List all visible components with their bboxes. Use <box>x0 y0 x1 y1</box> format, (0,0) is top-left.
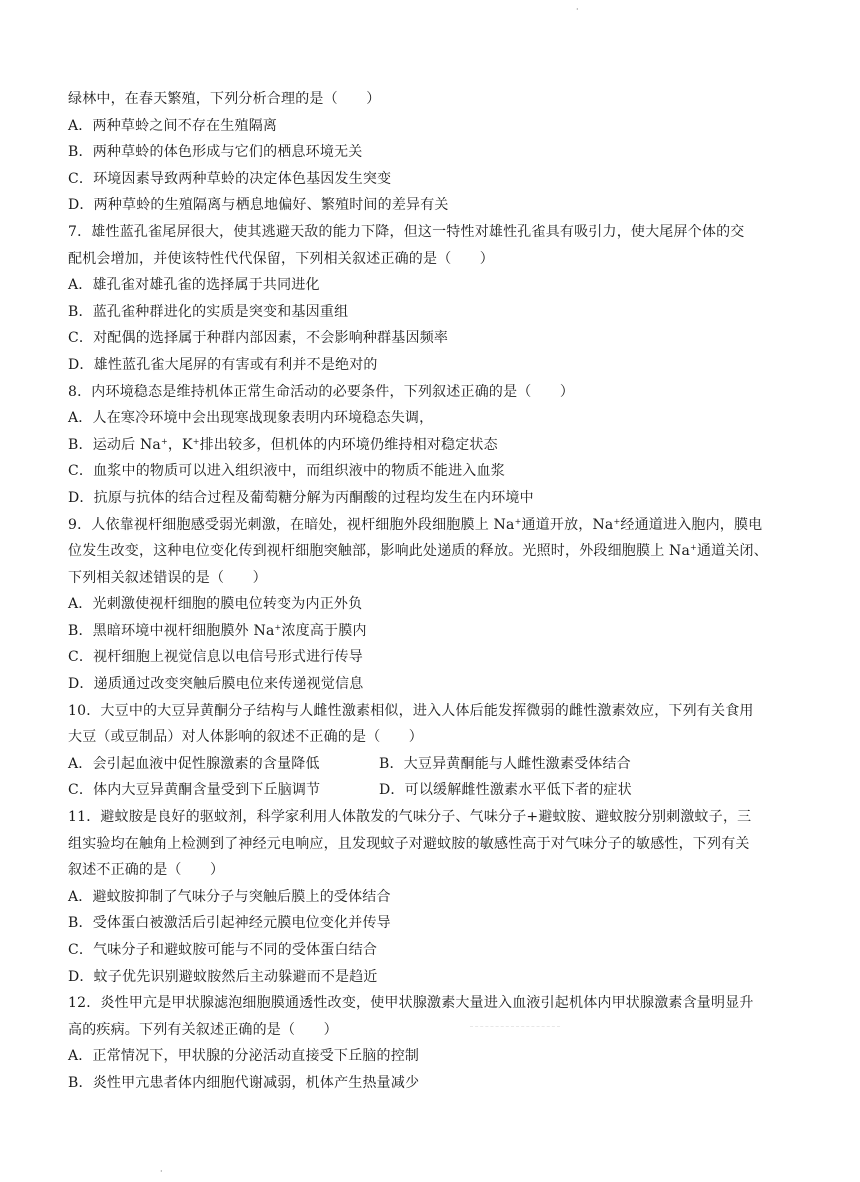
bottom-mark: · <box>160 1167 163 1176</box>
question-stem-line: 高的疾病。下列有关叙述正确的是（ ） <box>68 1021 338 1038</box>
option-b: B．两种草蛉的体色形成与它们的栖息环境无关 <box>68 144 363 161</box>
option-text: 浓度高于膜内 <box>281 622 367 639</box>
question-stem-line: 大豆（或豆制品）对人体影响的叙述不正确的是（ ） <box>68 729 423 746</box>
question-stem-line <box>68 512 808 539</box>
question-stem-line: 7．雄性蓝孔雀尾屏很大，使其逃避天敌的能力下降，但这一特性对雄性孔雀具有吸引力，使大尾屏个体的交 <box>68 223 745 240</box>
stem-text: 位发生改变，这种电位变化传到视杆细胞突触部，影响此处递质的释放。光照时，外段细胞膜上 Na <box>68 543 691 560</box>
question-stem-line: 组实验均在触角上检测到了神经元电响应，且发现蚊子对避蚊胺的敏感性高于对气味分子的敏感性，下列有关 <box>68 835 750 852</box>
question-10 <box>68 698 808 804</box>
option-d: D．雄性蓝孔雀大尾屏的有害或有利并不是绝对的 <box>68 356 378 373</box>
option-a: A．雄孔雀对雄孔雀的选择属于共同进化 <box>68 277 320 294</box>
option-row <box>68 777 808 804</box>
question-stem-line: 下列相关叙述错误的是（ ） <box>68 569 267 586</box>
top-mark: · <box>576 5 579 14</box>
option-text: B．黑暗环境中视杆细胞膜外 Na <box>68 622 275 639</box>
option-text: B．运动后 Na <box>68 436 161 453</box>
question-6 <box>68 86 808 219</box>
option-row <box>68 751 808 778</box>
option-b: B．炎性甲亢患者体内细胞代谢减弱，机体产生热量减少 <box>68 1074 420 1091</box>
stem-text: 经通道进入胞内，膜电 <box>620 516 763 533</box>
question-11 <box>68 804 808 990</box>
stem-text: 通道关闭、 <box>696 543 768 560</box>
option-c: C．环境因素导致两种草蛉的决定体色基因发生突变 <box>68 170 392 187</box>
superscript: + <box>192 436 200 446</box>
superscript: + <box>160 436 168 446</box>
superscript: + <box>274 622 282 632</box>
question-stem-line: 12．炎性甲亢是甲状腺滤泡细胞膜通透性改变，使甲状腺激素大量进入血液引起机体内甲状腺激素含量明显升 <box>68 995 754 1012</box>
option-d: D．抗原与抗体的结合过程及葡萄糖分解为丙酮酸的过程均发生在内环境中 <box>68 489 534 506</box>
option-a: A．会引起血液中促性腺激素的含量降低 <box>68 755 320 772</box>
superscript: + <box>514 516 522 526</box>
option-a: A．避蚊胺抑制了气味分子与突触后膜上的受体结合 <box>68 888 391 905</box>
question-9 <box>68 512 808 698</box>
question-7 <box>68 219 808 379</box>
option-a: A．两种草蛉之间不存在生殖隔离 <box>68 117 278 134</box>
option-b <box>68 618 808 645</box>
question-12 <box>68 990 808 1096</box>
option-text: ，K <box>167 436 193 453</box>
option-d: D．递质通过改变突触后膜电位来传递视觉信息 <box>68 676 364 693</box>
question-stem: 8．内环境稳态是维持机体正常生命活动的必要条件，下列叙述正确的是（ ） <box>68 383 575 400</box>
question-stem-line: 11．避蚊胺是良好的驱蚊剂，科学家利用人体散发的气味分子、气味分子+避蚊胺、避蚊胺分别刺激蚊子，三 <box>68 809 752 826</box>
option-c: C．体内大豆异黄酮含量受到下丘脑调节 <box>68 782 321 799</box>
question-stem: 绿林中，在春天繁殖，下列分析合理的是（ ） <box>68 91 381 107</box>
option-d: D．蚊子优先识别避蚊胺然后主动躲避而不是趋近 <box>68 968 378 985</box>
option-c: C．气味分子和避蚊胺可能与不同的受体蛋白结合 <box>68 942 378 958</box>
question-stem-line <box>68 538 808 565</box>
option-d: D．可以缓解雌性激素水平低下者的症状 <box>379 782 632 799</box>
option-b: B．大豆异黄酮能与人雌性激素受体结合 <box>379 755 631 772</box>
question-8 <box>68 379 808 512</box>
option-b: B．受体蛋白被激活后引起神经元膜电位变化并传导 <box>68 915 391 932</box>
question-stem-line: 10．大豆中的大豆异黄酮分子结构与人雌性激素相似，进入人体后能发挥微弱的雌性激素效应，下列有关食用 <box>68 702 754 719</box>
question-stem-line: 叙述不正确的是（ ） <box>68 862 225 879</box>
option-a: A．正常情况下，甲状腺的分泌活动直接受下丘脑的控制 <box>68 1048 420 1065</box>
option-text: 排出较多，但机体的内环境仍维持相对稳定状态 <box>199 436 498 453</box>
superscript: + <box>690 543 697 553</box>
option-b: B．蓝孔雀种群进化的实质是突变和基因重组 <box>68 303 349 320</box>
option-d: D．两种草蛉的生殖隔离与栖息地偏好、繁殖时间的差异有关 <box>68 197 449 214</box>
option-c: C．视杆细胞上视觉信息以电信号形式进行传导 <box>68 649 363 666</box>
option-c: C．血浆中的物质可以进入组织液中，而组织液中的物质不能进入血浆 <box>68 463 505 480</box>
option-b <box>68 432 808 459</box>
stem-text: 9．人依靠视杆细胞感受弱光刺激，在暗处，视杆细胞外段细胞膜上 Na <box>68 516 515 533</box>
question-list <box>68 86 808 1097</box>
option-c: C．对配偶的选择属于种群内部因素，不会影响种群基因频率 <box>68 330 449 347</box>
question-stem-line: 配机会增加，并使该特性代代保留，下列相关叙述正确的是（ ） <box>68 250 494 267</box>
option-a: A．人在寒冷环境中会出现寒战现象表明内环境稳态失调， <box>68 410 434 427</box>
option-a: A．光刺激使视杆细胞的膜电位转变为内正外负 <box>68 596 363 613</box>
stem-text: 通道开放，Na <box>521 516 614 533</box>
superscript: + <box>613 516 621 526</box>
